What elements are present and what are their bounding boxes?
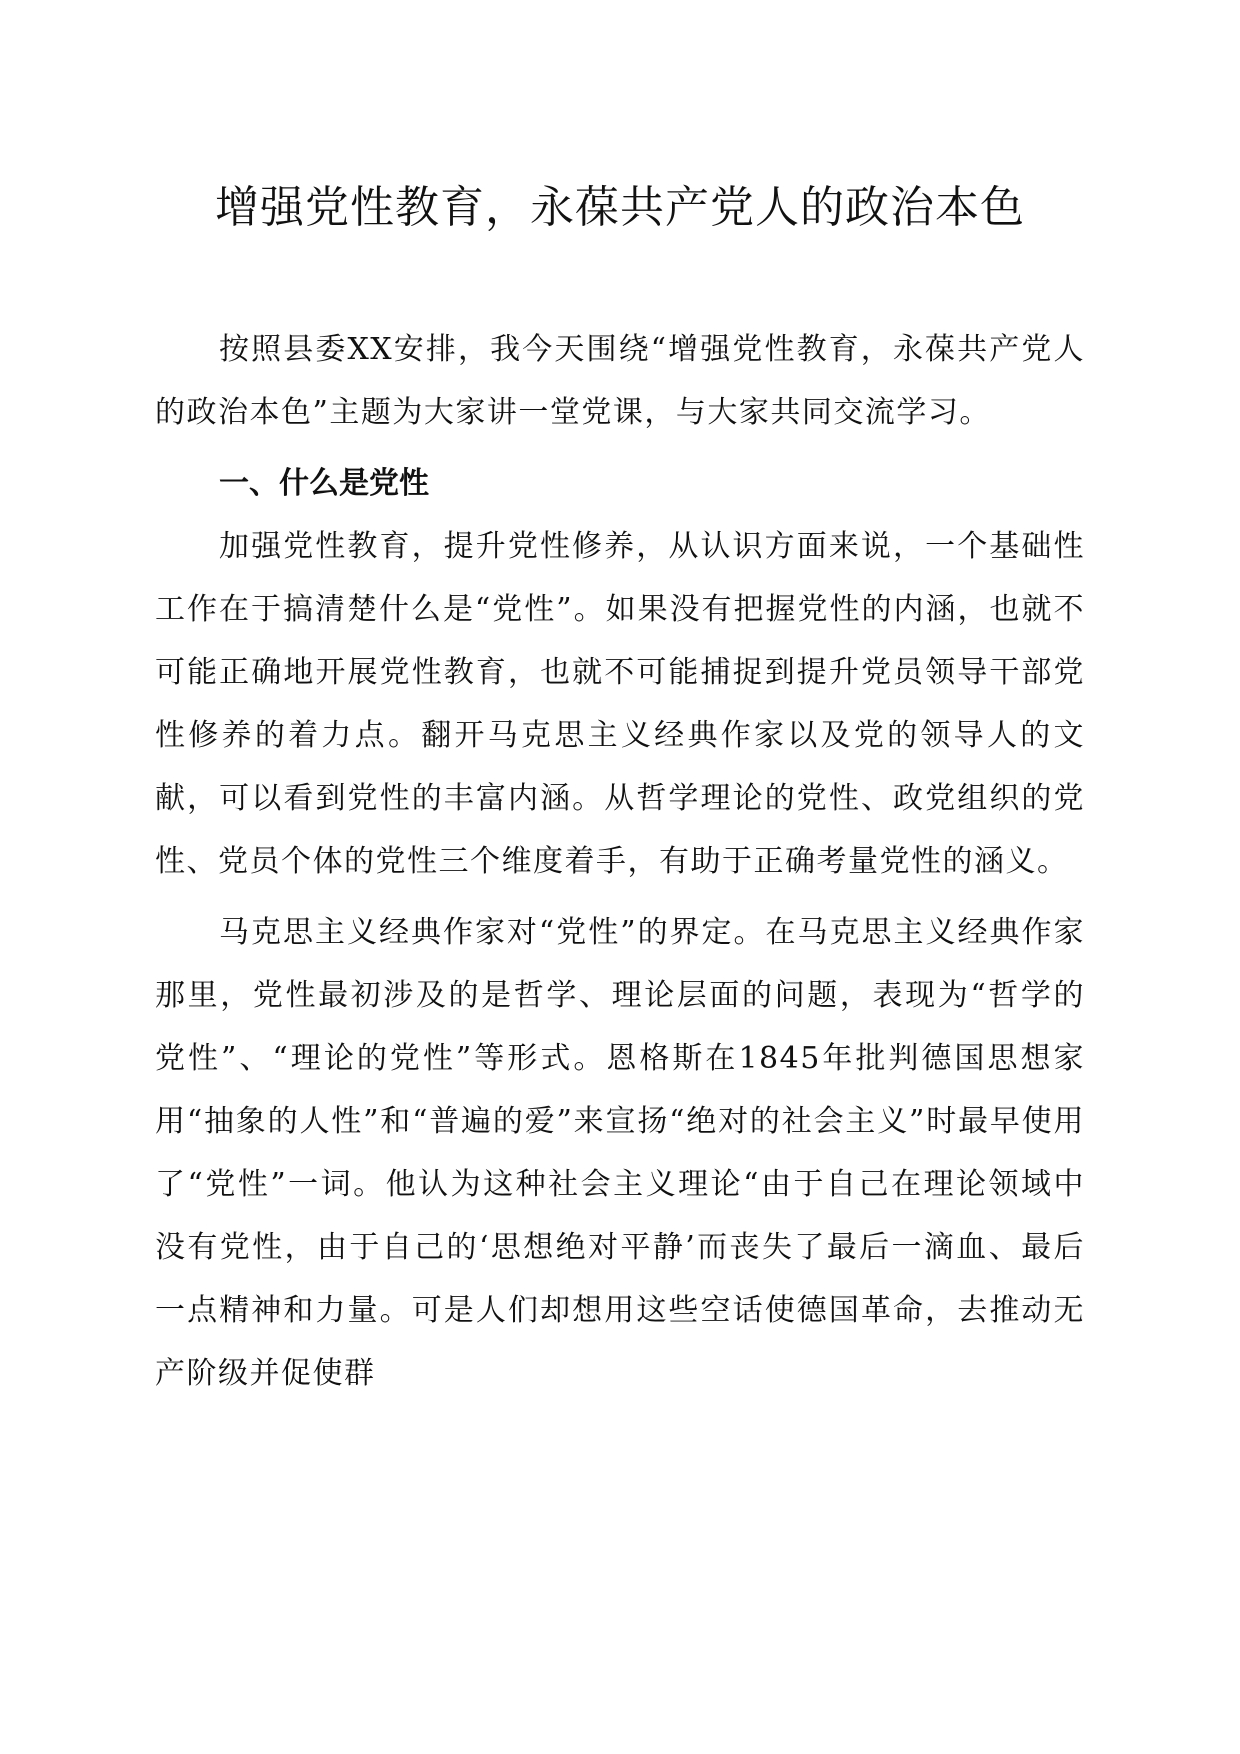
document-title: 增强党性教育，永葆共产党人的政治本色 bbox=[215, 182, 1025, 233]
paragraph-spacer bbox=[155, 444, 1085, 452]
section-heading: 一、什么是党性 bbox=[219, 466, 429, 501]
body-paragraph: 马克思主义经典作家对“党性”的界定。在马克思主义经典作家那里，党性最初涉及的是哲学、理论层面的问题，表现为“哲学的党性”、“理论的党性”等形式。恩格斯在1845年批判德国思想家用“抽象的人性”和“普遍的爱”来宣扬“绝对的社会主义”时最早使用了“党性”一词。他认为这种社会主义理论“由于自己在理论领域中没有党性，由于自己的‘思想绝对平静’而丧失了最后一滴血、最后一点精神和力量。可是人们却想用这些空话使德国革命，去推动无产阶级并促使群 bbox=[155, 915, 1085, 1391]
paragraph-spacer bbox=[155, 893, 1085, 901]
body-paragraph: 加强党性教育，提升党性修养，从认识方面来说，一个基础性工作在于搞清楚什么是“党性”。如果没有把握党性的内涵，也就不可能正确地开展党性教育，也就不可能捕捉到提升党员领导干部党性修养的着力点。翻开马克思主义经典作家以及党的领导人的文献，可以看到党性的丰富内涵。从哲学理论的党性、政党组织的党性、党员个体的党性三个维度着手，有助于正确考量党性的涵义。 bbox=[155, 529, 1085, 879]
document-body bbox=[155, 318, 1085, 1405]
intro-paragraph: 按照县委XX安排，我今天围绕“增强党性教育，永葆共产党人的政治本色”主题为大家讲一堂党课，与大家共同交流学习。 bbox=[155, 332, 1085, 430]
